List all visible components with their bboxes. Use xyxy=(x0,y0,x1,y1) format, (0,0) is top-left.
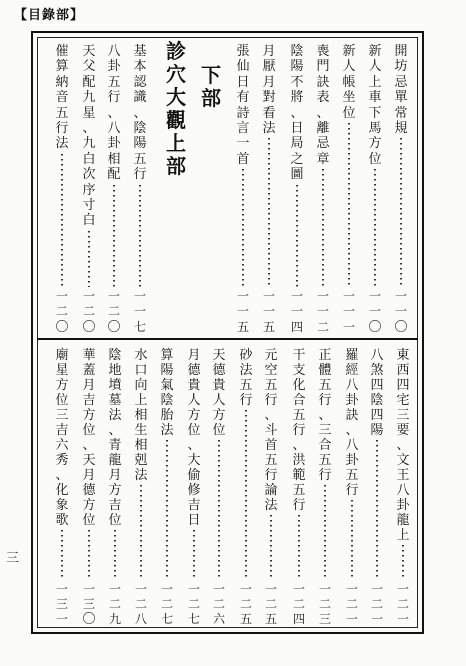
dot-leader xyxy=(88,530,90,580)
dot-leader xyxy=(140,485,142,580)
toc-entry[interactable] xyxy=(79,44,99,335)
section-title: 診 穴 大 觀 上 部 xyxy=(166,39,186,178)
dot-leader xyxy=(298,515,300,580)
toc-entry-page: 一 一 一 xyxy=(342,288,355,334)
toc-entry[interactable] xyxy=(236,348,256,627)
toc-entry-page: 一 二 一 xyxy=(345,582,358,626)
dot-leader xyxy=(400,138,402,286)
toc-entry[interactable] xyxy=(233,44,253,335)
toc-entry[interactable] xyxy=(393,348,413,627)
toc-entry-page: 一 一 五 xyxy=(262,288,275,334)
toc-entry[interactable] xyxy=(259,44,279,335)
toc-entry-page: 一 二 一 xyxy=(396,582,409,626)
toc-entry-page: 一 一 五 xyxy=(236,288,249,334)
toc-entry[interactable] xyxy=(184,348,204,627)
dot-leader xyxy=(402,545,404,580)
dot-leader xyxy=(114,530,116,580)
toc-entry[interactable] xyxy=(209,348,229,627)
toc-entry-title: 陰 地 墳 墓 法 、 青 龍 月 方 吉 位 xyxy=(108,348,122,528)
dot-leader xyxy=(296,185,298,287)
toc-entry-title: 喪 門 訣 表 、 離 忌 章 xyxy=(316,44,330,167)
toc-entry-title: 月 德 貴 人 方 位 、 大 偷 修 吉 日 xyxy=(187,348,201,528)
toc-entry-page: 一 二 〇 xyxy=(107,288,121,335)
dot-leader xyxy=(324,485,326,580)
toc-entry[interactable] xyxy=(52,348,72,627)
dot-leader xyxy=(245,410,247,580)
dot-leader xyxy=(242,169,244,287)
dot-leader xyxy=(61,530,63,580)
toc-entry-page: 一 二 一 xyxy=(370,582,383,626)
toc-entry-title: 天 德 貴 人 方 位 xyxy=(212,348,226,438)
toc-entry-page: 一 二 五 xyxy=(264,582,277,626)
toc-entry-page: 一 一 二 xyxy=(316,288,329,334)
toc-entry-title: 基 本 認 識 、 陰 陽 五 行 xyxy=(133,44,147,183)
toc-entry-title: 干 支 化 合 五 行 、 洪 範 五 行 xyxy=(292,348,306,513)
toc-entry[interactable] xyxy=(289,348,309,627)
toc-entry[interactable] xyxy=(339,44,359,335)
toc-entry[interactable] xyxy=(287,44,307,335)
dot-leader xyxy=(139,185,141,287)
toc-entry-page: 一 二 〇 xyxy=(82,288,96,335)
toc-entry[interactable] xyxy=(367,348,387,627)
page-header: 【目錄部】 xyxy=(14,8,85,23)
toc-entry-title: 算 陽 氣 陰 胎 法 xyxy=(160,348,174,438)
dot-leader xyxy=(322,169,324,287)
dot-leader xyxy=(351,500,353,580)
toc-entry-page: 一 二 三 xyxy=(318,582,331,626)
toc-entry-page: 一 一 〇 xyxy=(368,288,382,335)
toc-entry[interactable] xyxy=(105,348,125,627)
toc-entry-title: 華 蓋 月 吉 方 位 、 天 月 德 方 位 xyxy=(82,348,96,528)
toc-entry-title: 張 仙 日 有 詩 言 一 首 xyxy=(236,44,250,167)
section-divider xyxy=(37,338,418,340)
toc-entry-title: 羅 經 八 卦 訣 、 八 卦 五 行 xyxy=(345,348,359,498)
toc-entry-page: 一 二 五 xyxy=(239,582,252,626)
toc-entry[interactable] xyxy=(365,44,385,335)
toc-entry[interactable] xyxy=(313,44,333,335)
dot-leader xyxy=(113,185,115,287)
section-heading: 下 部 xyxy=(201,63,221,110)
toc-entry-title: 水 口 向 上 相 生 相 剋 法 xyxy=(134,348,148,483)
toc-entry[interactable] xyxy=(52,44,72,335)
dot-leader xyxy=(268,138,270,286)
toc-entry-page: 一 二 九 xyxy=(108,582,121,626)
toc-entry-page: 一 一 〇 xyxy=(394,288,408,335)
toc-entry[interactable] xyxy=(157,348,177,627)
toc-entry[interactable] xyxy=(131,348,151,627)
dot-leader xyxy=(193,530,195,580)
dot-leader xyxy=(88,231,90,287)
dot-leader xyxy=(376,440,378,580)
toc-entry-title: 八 煞 四 陰 四 陽 xyxy=(370,348,384,438)
toc-entry-page: 一 一 四 xyxy=(290,288,303,334)
toc-entry-title: 砂 法 五 行 xyxy=(239,348,253,408)
toc-entry-title: 天 父 配 九 星 、 九 白 次 序 寸 白 xyxy=(82,44,96,229)
toc-entry-title: 催 算 納 音 五 行 法 xyxy=(55,44,69,152)
toc-entry[interactable] xyxy=(104,44,124,335)
toc-entry[interactable] xyxy=(261,348,281,627)
toc-entry-page: 一 二 七 xyxy=(187,582,200,626)
dot-leader xyxy=(218,440,220,580)
toc-entry[interactable] xyxy=(79,348,99,627)
toc-entry-title: 八 卦 五 行 、 八 卦 相 配 xyxy=(107,44,121,183)
toc-entry-title: 廟 星 方 位 三 吉 六 秀 、 化 象 歌 xyxy=(55,348,69,528)
toc-entry-page: 一 三 〇 xyxy=(82,582,96,627)
toc-entry-page: 一 三 一 xyxy=(55,582,68,626)
dot-leader xyxy=(61,154,63,287)
toc-entry-page: 一 二 〇 xyxy=(55,288,69,335)
toc-entry[interactable] xyxy=(130,44,150,335)
toc-entry-title: 正 體 五 行 、 三 合 五 行 xyxy=(318,348,332,483)
dot-leader xyxy=(270,515,272,580)
toc-entry[interactable] xyxy=(342,348,362,627)
toc-entry-title: 元 空 五 行 、 斗 首 五 行 論 法 xyxy=(264,348,278,513)
toc-entry-page: 一 二 四 xyxy=(292,582,305,626)
toc-entry[interactable] xyxy=(391,44,411,335)
toc-entry-title: 開 坊 忌 單 常 規 xyxy=(394,44,408,136)
toc-entry-title: 陰 陽 不 將 、 日 局 之 圖 xyxy=(290,44,304,183)
page-number: 三 xyxy=(6,551,20,566)
toc-entry-title: 新 人 帳 坐 位 xyxy=(342,44,356,121)
toc-entry[interactable] xyxy=(315,348,335,627)
dot-leader xyxy=(166,440,168,580)
toc-entry-page: 一 一 七 xyxy=(133,288,146,334)
toc-entry-title: 新 人 上 車 下 馬 方 位 xyxy=(368,44,382,167)
dot-leader xyxy=(374,169,376,287)
toc-entry-title: 東 西 四 宅 三 要 、 文 王 八 卦 龍 上 xyxy=(396,348,410,543)
dot-leader xyxy=(348,123,350,287)
toc-entry-title: 月 厭 月 對 看 法 xyxy=(262,44,276,136)
toc-entry-page: 一 二 八 xyxy=(134,582,147,626)
toc-entry-page: 一 二 七 xyxy=(160,582,173,626)
toc-entry-page: 一 二 六 xyxy=(212,582,225,626)
